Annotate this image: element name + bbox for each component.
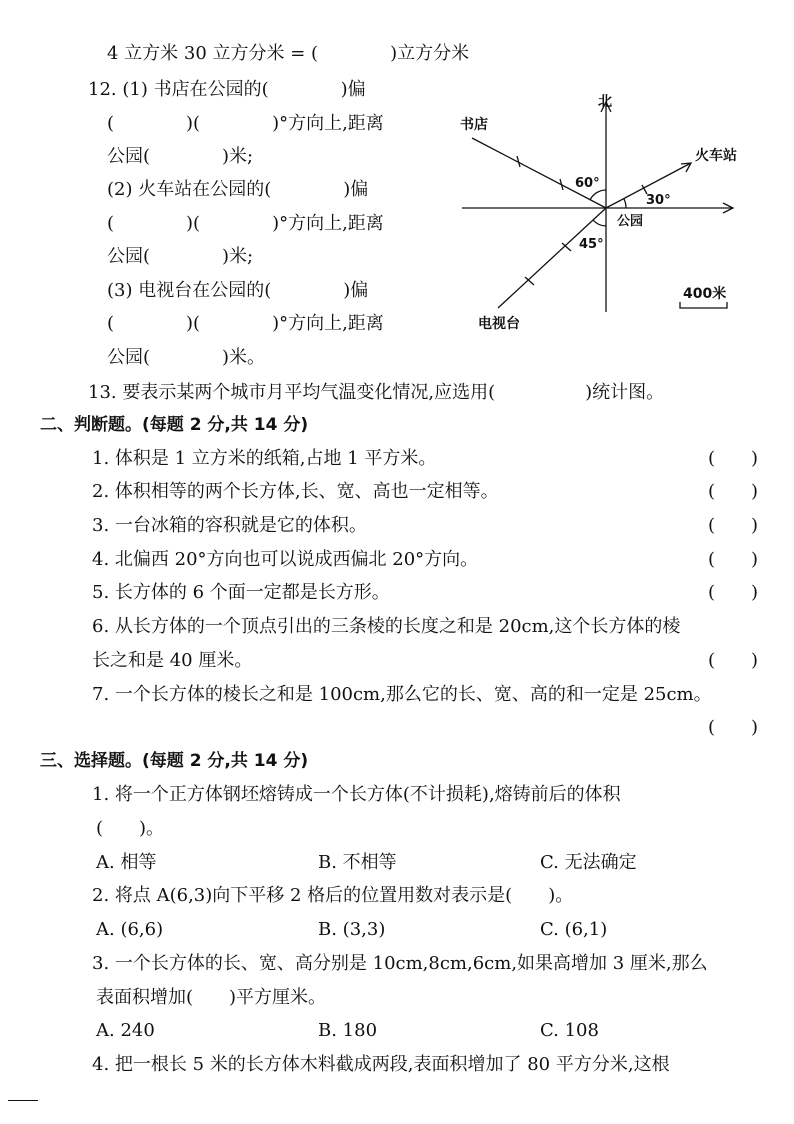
tv-label: 电视台 xyxy=(478,316,520,332)
choice-q2-option-c[interactable]: C. (6,1) xyxy=(540,919,608,940)
section2-header: 二、判断题。(每题 2 分,共 14 分) xyxy=(40,415,309,435)
choice-q1-line1: 1. 将一个正方体钢坯熔铸成一个长方体(不计损耗),熔铸前后的体积 xyxy=(92,784,621,805)
judge-q1-answer[interactable]: ( ) xyxy=(708,448,759,469)
judge-q6-line1: 6. 从长方体的一个顶点引出的三条棱的长度之和是 20cm,这个长方体的棱 xyxy=(92,616,681,637)
choice-q3-line2: 表面积增加( )平方厘米。 xyxy=(96,987,327,1008)
choice-q3-option-a[interactable]: A. 240 xyxy=(96,1020,155,1041)
choice-q2-option-a[interactable]: A. (6,6) xyxy=(96,919,164,940)
scale-bar xyxy=(680,302,727,308)
choice-q1-option-a[interactable]: A. 相等 xyxy=(96,852,157,873)
angle-arc-60 xyxy=(590,190,606,200)
choice-q2-option-b[interactable]: B. (3,3) xyxy=(318,919,386,940)
judge-q3: 3. 一台冰箱的容积就是它的体积。 xyxy=(92,515,367,536)
q12-part1-line1: 12. (1) 书店在公园的( )偏 xyxy=(88,79,366,100)
judge-q6-answer[interactable]: ( ) xyxy=(708,650,759,671)
judge-q2: 2. 体积相等的两个长方体,长、宽、高也一定相等。 xyxy=(92,481,499,502)
q12-part2-line3: 公园( )米; xyxy=(107,246,254,267)
judge-q7: 7. 一个长方体的棱长之和是 100cm,那么它的长、宽、高的和一定是 25cm。 xyxy=(92,684,712,705)
judge-q3-answer[interactable]: ( ) xyxy=(708,515,759,536)
choice-q1-option-c[interactable]: C. 无法确定 xyxy=(540,852,637,873)
choice-q1-option-b[interactable]: B. 不相等 xyxy=(318,852,397,873)
q11-line: 4 立方米 30 立方分米 = ( )立方分米 xyxy=(107,43,470,64)
angle-arc-30 xyxy=(624,199,626,208)
choice-q3-option-b[interactable]: B. 180 xyxy=(318,1020,378,1041)
park-label: 公园 xyxy=(617,214,644,229)
q13-line: 13. 要表示某两个城市月平均气温变化情况,应选用( )统计图。 xyxy=(88,382,665,403)
bookstore-label: 书店 xyxy=(460,117,488,133)
angle-30-label: 30° xyxy=(646,193,671,208)
section3-header: 三、选择题。(每题 2 分,共 14 分) xyxy=(40,751,309,771)
q12-part2-line1: (2) 火车站在公园的( )偏 xyxy=(107,179,369,200)
choice-q4-line1: 4. 把一根长 5 米的长方体木料截成两段,表面积增加了 80 平方分米,这根 xyxy=(92,1054,670,1075)
judge-q5: 5. 长方体的 6 个面一定都是长方形。 xyxy=(92,582,390,603)
judge-q4: 4. 北偏西 20°方向也可以说成西偏北 20°方向。 xyxy=(92,549,479,570)
north-label: 北 xyxy=(598,94,612,110)
station-label: 火车站 xyxy=(695,148,737,164)
choice-q1-line2: ( )。 xyxy=(96,818,165,839)
q12-part3-line2: ( )( )°方向上,距离 xyxy=(107,313,384,334)
scale-label: 400米 xyxy=(683,286,727,302)
choice-q3-option-c[interactable]: C. 108 xyxy=(540,1020,599,1041)
compass-diagram xyxy=(455,80,755,340)
choice-q2: 2. 将点 A(6,3)向下平移 2 格后的位置用数对表示是( )。 xyxy=(92,885,574,906)
q12-part1-line2: ( )( )°方向上,距离 xyxy=(107,113,384,134)
q12-part1-line3: 公园( )米; xyxy=(107,146,254,167)
judge-q5-answer[interactable]: ( ) xyxy=(708,582,759,603)
q12-part3-line3: 公园( )米。 xyxy=(107,347,266,368)
judge-q7-answer[interactable]: ( ) xyxy=(708,717,759,738)
angle-arc-45 xyxy=(593,220,606,226)
angle-45-label: 45° xyxy=(579,237,604,252)
q12-part3-line1: (3) 电视台在公园的( )偏 xyxy=(107,280,369,301)
judge-q2-answer[interactable]: ( ) xyxy=(708,481,759,502)
q12-part2-line2: ( )( )°方向上,距离 xyxy=(107,213,384,234)
judge-q1: 1. 体积是 1 立方米的纸箱,占地 1 平方米。 xyxy=(92,448,437,469)
footer-rule xyxy=(8,1100,38,1101)
judge-q4-answer[interactable]: ( ) xyxy=(708,549,759,570)
tv-ray xyxy=(498,208,606,308)
choice-q3-line1: 3. 一个长方体的长、宽、高分别是 10cm,8cm,6cm,如果高增加 3 厘米,那么 xyxy=(92,953,708,974)
angle-60-label: 60° xyxy=(575,176,600,191)
judge-q6-line2: 长之和是 40 厘米。 xyxy=(92,650,253,671)
bookstore-ray xyxy=(472,138,606,208)
